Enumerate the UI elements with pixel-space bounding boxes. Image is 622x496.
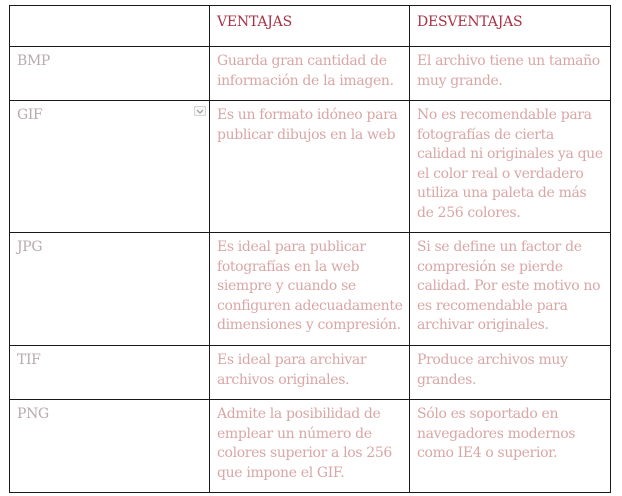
header-cell-desventajas: DESVENTAJAS	[410, 6, 611, 47]
table-row	[10, 400, 611, 493]
format-cell: BMP	[10, 47, 210, 101]
ventajas-cell: Guarda gran cantidad de información de la imagen.	[210, 47, 410, 101]
table-row	[10, 47, 611, 101]
ventajas-cell: Es ideal para publicar fotografías en la web siempre y cuando se configuren adecuadamente dimensiones y compresión.	[210, 233, 410, 346]
desventajas-cell: Sólo es soportado en navegadores modernos como IE4 o superior.	[410, 400, 611, 493]
ventajas-cell: Es un formato idóneo para publicar dibujos en la web	[210, 101, 410, 233]
ventajas-cell: Es ideal para archivar archivos originales.	[210, 346, 410, 400]
table-header-row	[10, 6, 611, 47]
comparison-table	[9, 5, 611, 493]
table-row	[10, 346, 611, 400]
format-label: GIF	[17, 107, 43, 123]
format-cell: PNG	[10, 400, 210, 493]
desventajas-cell: Produce archivos muy grandes.	[410, 346, 611, 400]
ventajas-cell: Admite la posibilidad de emplear un número de colores superior a los 256 que impone el GIF.	[210, 400, 410, 493]
chevron-down-icon[interactable]	[194, 106, 206, 116]
table-row	[10, 101, 611, 233]
desventajas-cell: El archivo tiene un tamaño muy grande.	[410, 47, 611, 101]
table-row	[10, 233, 611, 346]
format-cell: TIF	[10, 346, 210, 400]
desventajas-cell: Si se define un factor de compresión se pierde calidad. Por este motivo no es recomendable para archivar originales.	[410, 233, 611, 346]
header-cell-ventajas: VENTAJAS	[210, 6, 410, 47]
format-cell: JPG	[10, 233, 210, 346]
desventajas-cell: No es recomendable para fotografías de cierta calidad ni originales ya que el color real o verdadero utiliza una paleta de más de 256 colores.	[410, 101, 611, 233]
format-cell-with-dropdown[interactable]	[10, 101, 210, 233]
header-cell-empty	[10, 6, 210, 47]
